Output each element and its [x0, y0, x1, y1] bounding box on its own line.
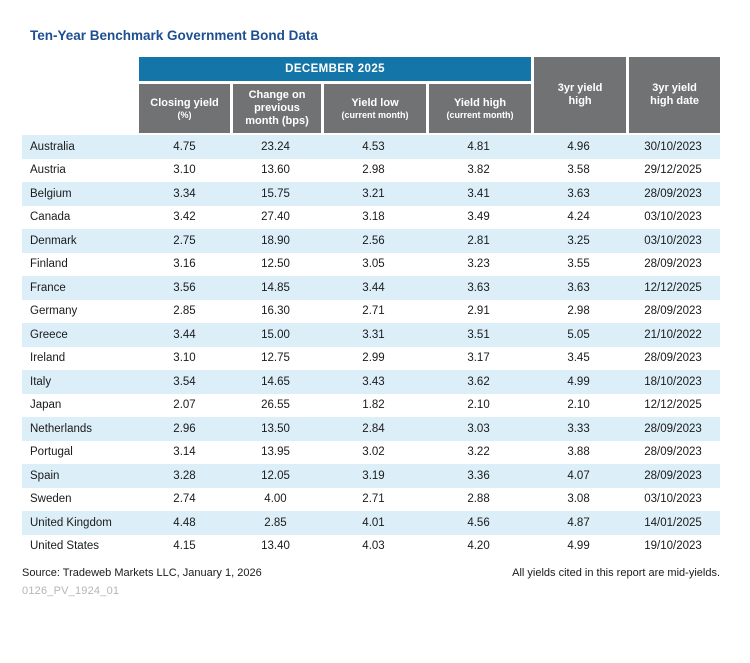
closing-yield-cell: 2.74: [173, 493, 196, 506]
yield-high-cell: 3.36: [426, 464, 531, 488]
3yr-yield-high-date-cell: 28/09/2023: [626, 417, 720, 441]
closing-yield-cell: 2.07: [173, 399, 196, 412]
3yr-yield-high-cell: 4.07: [531, 464, 626, 488]
document-id-watermark: 0126_PV_1924_01: [22, 585, 120, 597]
yield-high-cell: 4.20: [467, 540, 490, 553]
closing-yield-cell: 4.75: [139, 135, 230, 159]
yield-low-cell: 3.44: [321, 276, 426, 300]
yield-low-cell: 3.19: [321, 464, 426, 488]
3yr-yield-high-cell: 4.96: [531, 135, 626, 159]
header-corner-blank: [22, 84, 139, 135]
country-cell: France: [22, 276, 139, 300]
yield-high-cell: 4.81: [426, 135, 531, 159]
closing-yield-cell: 4.15: [173, 540, 196, 553]
closing-yield-cell: 3.34: [139, 182, 230, 206]
country-cell: Japan: [30, 399, 62, 412]
yield-high-cell: 3.63: [426, 276, 531, 300]
change-bps-cell: 12.05: [230, 464, 321, 488]
table-body: [22, 135, 720, 558]
yield-low-cell: 4.01: [321, 511, 426, 535]
table-row: [22, 441, 720, 465]
yield-low-cell: 4.53: [321, 135, 426, 159]
yield-low-cell: 2.99: [362, 352, 385, 365]
3yr-yield-high-cell: 2.10: [567, 399, 590, 412]
3yr-yield-high-cell: 2.98: [567, 305, 590, 318]
header-corner-blank: [22, 57, 139, 84]
change-bps-cell: 13.60: [261, 164, 290, 177]
table-header: [22, 57, 720, 135]
header-line: Closing yield: [150, 96, 219, 109]
3yr-yield-high-date-cell: 28/09/2023: [644, 446, 702, 459]
mid-yields-note: All yields cited in this report are mid-yields.: [512, 567, 720, 579]
header-line: month (bps): [245, 115, 309, 127]
change-bps-cell: 13.95: [261, 446, 290, 459]
3yr-yield-high-cell: 3.88: [567, 446, 590, 459]
yield-low-cell: 2.71: [362, 493, 385, 506]
table-row: [22, 206, 720, 230]
yield-high-cell: 3.62: [426, 370, 531, 394]
3yr-yield-high-cell: 4.87: [531, 511, 626, 535]
closing-yield-cell: 3.54: [139, 370, 230, 394]
header-line: Change on: [248, 89, 306, 101]
country-cell: Greece: [22, 323, 139, 347]
yield-high-cell: 2.81: [426, 229, 531, 253]
3yr-yield-high-date-cell: 28/09/2023: [626, 464, 720, 488]
3yr-yield-high-date-cell: 14/01/2025: [626, 511, 720, 535]
3yr-yield-high-cell: 3.63: [531, 276, 626, 300]
3yr-yield-high-cell: 3.58: [567, 164, 590, 177]
table-row: [22, 253, 720, 277]
3yr-yield-high-cell: 3.25: [531, 229, 626, 253]
3yr-yield-high-date-cell: 19/10/2023: [644, 540, 702, 553]
yield-high-cell: 3.49: [467, 211, 490, 224]
yield-high-cell: 4.56: [426, 511, 531, 535]
closing-yield-cell: 3.44: [139, 323, 230, 347]
3yr-yield-high-cell: 3.08: [567, 493, 590, 506]
table-row: [22, 511, 720, 535]
source-text: Source: Tradeweb Markets LLC, January 1, 2026: [22, 567, 262, 579]
country-cell: Sweden: [30, 493, 72, 506]
bond-table: [22, 57, 720, 558]
header-line: high date: [650, 95, 699, 107]
table-row: [22, 535, 720, 559]
change-bps-cell: 23.24: [230, 135, 321, 159]
yield-high-cell: 2.10: [467, 399, 490, 412]
yield-high-cell: 3.17: [467, 352, 490, 365]
3yr-yield-high-cell: 3.33: [531, 417, 626, 441]
change-bps-cell: 2.85: [230, 511, 321, 535]
closing-yield-cell: 3.16: [173, 258, 196, 271]
table-row: [22, 347, 720, 371]
yield-low-cell: 3.02: [362, 446, 385, 459]
country-cell: Spain: [22, 464, 139, 488]
change-bps-cell: 16.30: [261, 305, 290, 318]
3yr-yield-high-cell: 4.24: [567, 211, 590, 224]
3yr-yield-high-date-cell: 28/09/2023: [644, 305, 702, 318]
country-cell: United States: [30, 540, 100, 553]
3yr-yield-high-date-cell: 30/10/2023: [626, 135, 720, 159]
yield-high-cell: 2.88: [467, 493, 490, 506]
3yr-yield-high-date-cell: 03/10/2023: [644, 211, 702, 224]
table-row: [22, 300, 720, 324]
yield-high-cell: 2.91: [467, 305, 490, 318]
yield-high-cell: 3.03: [426, 417, 531, 441]
yield-low-cell: 3.43: [321, 370, 426, 394]
yield-high-cell: 3.41: [426, 182, 531, 206]
yield-low-cell: 3.31: [321, 323, 426, 347]
change-bps-cell: 27.40: [261, 211, 290, 224]
change-bps-cell: 15.00: [230, 323, 321, 347]
country-cell: Canada: [30, 211, 71, 224]
column-header-yield-low: [321, 84, 426, 135]
yield-low-cell: 2.98: [362, 164, 385, 177]
column-header-3yr-yield-high-date: [626, 57, 720, 135]
country-cell: Australia: [22, 135, 139, 159]
table-row: [22, 229, 720, 253]
country-cell: Italy: [22, 370, 139, 394]
header-line: previous: [254, 102, 300, 114]
country-cell: Finland: [30, 258, 68, 271]
header-line: 3yr yield: [557, 82, 603, 94]
column-header-change-on-previous-month: [230, 84, 321, 135]
country-cell: Belgium: [22, 182, 139, 206]
table-row: [22, 276, 720, 300]
change-bps-cell: 14.65: [230, 370, 321, 394]
change-bps-cell: 12.75: [261, 352, 290, 365]
change-bps-cell: 14.85: [230, 276, 321, 300]
3yr-yield-high-cell: 4.99: [531, 370, 626, 394]
3yr-yield-high-date-cell: 21/10/2022: [626, 323, 720, 347]
country-cell: United Kingdom: [22, 511, 139, 535]
closing-yield-cell: 3.14: [173, 446, 196, 459]
yield-low-cell: 3.18: [362, 211, 385, 224]
yield-high-cell: 3.22: [467, 446, 490, 459]
3yr-yield-high-date-cell: 12/12/2025: [626, 276, 720, 300]
3yr-yield-high-date-cell: 18/10/2023: [626, 370, 720, 394]
country-cell: Ireland: [30, 352, 66, 365]
yield-low-cell: 2.71: [362, 305, 385, 318]
header-line: high: [568, 95, 592, 107]
table-row: [22, 135, 720, 159]
change-bps-cell: 13.50: [230, 417, 321, 441]
3yr-yield-high-date-cell: 28/09/2023: [626, 182, 720, 206]
column-header-closing-yield: [139, 84, 230, 135]
table-row: [22, 464, 720, 488]
header-subline: (%): [177, 109, 192, 120]
country-cell: Germany: [30, 305, 78, 318]
closing-yield-cell: 3.28: [139, 464, 230, 488]
yield-high-cell: 3.82: [467, 164, 490, 177]
3yr-yield-high-cell: 3.55: [567, 258, 590, 271]
country-cell: Netherlands: [22, 417, 139, 441]
3yr-yield-high-cell: 5.05: [531, 323, 626, 347]
yield-low-cell: 4.03: [362, 540, 385, 553]
3yr-yield-high-cell: 3.63: [531, 182, 626, 206]
3yr-yield-high-date-cell: 28/09/2023: [644, 258, 702, 271]
column-header-3yr-yield-high: [531, 57, 626, 135]
change-bps-cell: 26.55: [261, 399, 290, 412]
table-row: [22, 488, 720, 512]
table-row: [22, 159, 720, 183]
country-cell: Austria: [30, 164, 66, 177]
column-header-yield-high: [426, 84, 531, 135]
3yr-yield-high-date-cell: 28/09/2023: [644, 352, 702, 365]
closing-yield-cell: 2.96: [139, 417, 230, 441]
period-header: DECEMBER 2025: [139, 57, 531, 84]
yield-high-cell: 3.23: [467, 258, 490, 271]
footer: [22, 567, 720, 579]
table-row: [22, 394, 720, 418]
header-line: Yield high: [453, 96, 507, 109]
country-cell: Denmark: [22, 229, 139, 253]
closing-yield-cell: 2.85: [173, 305, 196, 318]
header-subline: (current month): [446, 109, 514, 120]
change-bps-cell: 12.50: [261, 258, 290, 271]
yield-high-cell: 3.51: [426, 323, 531, 347]
page-title: Ten-Year Benchmark Government Bond Data: [30, 28, 318, 43]
closing-yield-cell: 3.42: [173, 211, 196, 224]
table-row: [22, 182, 720, 206]
closing-yield-cell: 3.56: [139, 276, 230, 300]
table-row: [22, 370, 720, 394]
country-cell: Portugal: [30, 446, 73, 459]
yield-low-cell: 3.05: [362, 258, 385, 271]
closing-yield-cell: 4.48: [139, 511, 230, 535]
table-row: [22, 417, 720, 441]
3yr-yield-high-date-cell: 12/12/2025: [644, 399, 702, 412]
3yr-yield-high-date-cell: 03/10/2023: [644, 493, 702, 506]
change-bps-cell: 4.00: [264, 493, 287, 506]
yield-low-cell: 3.21: [321, 182, 426, 206]
closing-yield-cell: 3.10: [173, 352, 196, 365]
yield-low-cell: 2.56: [321, 229, 426, 253]
change-bps-cell: 13.40: [261, 540, 290, 553]
header-line: 3yr yield: [652, 82, 697, 94]
table-row: [22, 323, 720, 347]
closing-yield-cell: 2.75: [139, 229, 230, 253]
yield-low-cell: 2.84: [321, 417, 426, 441]
closing-yield-cell: 3.10: [173, 164, 196, 177]
change-bps-cell: 18.90: [230, 229, 321, 253]
header-subline: (current month): [341, 109, 409, 120]
3yr-yield-high-date-cell: 03/10/2023: [626, 229, 720, 253]
3yr-yield-high-date-cell: 29/12/2025: [644, 164, 702, 177]
header-line: Yield low: [351, 96, 399, 109]
3yr-yield-high-cell: 3.45: [567, 352, 590, 365]
yield-low-cell: 1.82: [362, 399, 385, 412]
change-bps-cell: 15.75: [230, 182, 321, 206]
3yr-yield-high-cell: 4.99: [567, 540, 590, 553]
